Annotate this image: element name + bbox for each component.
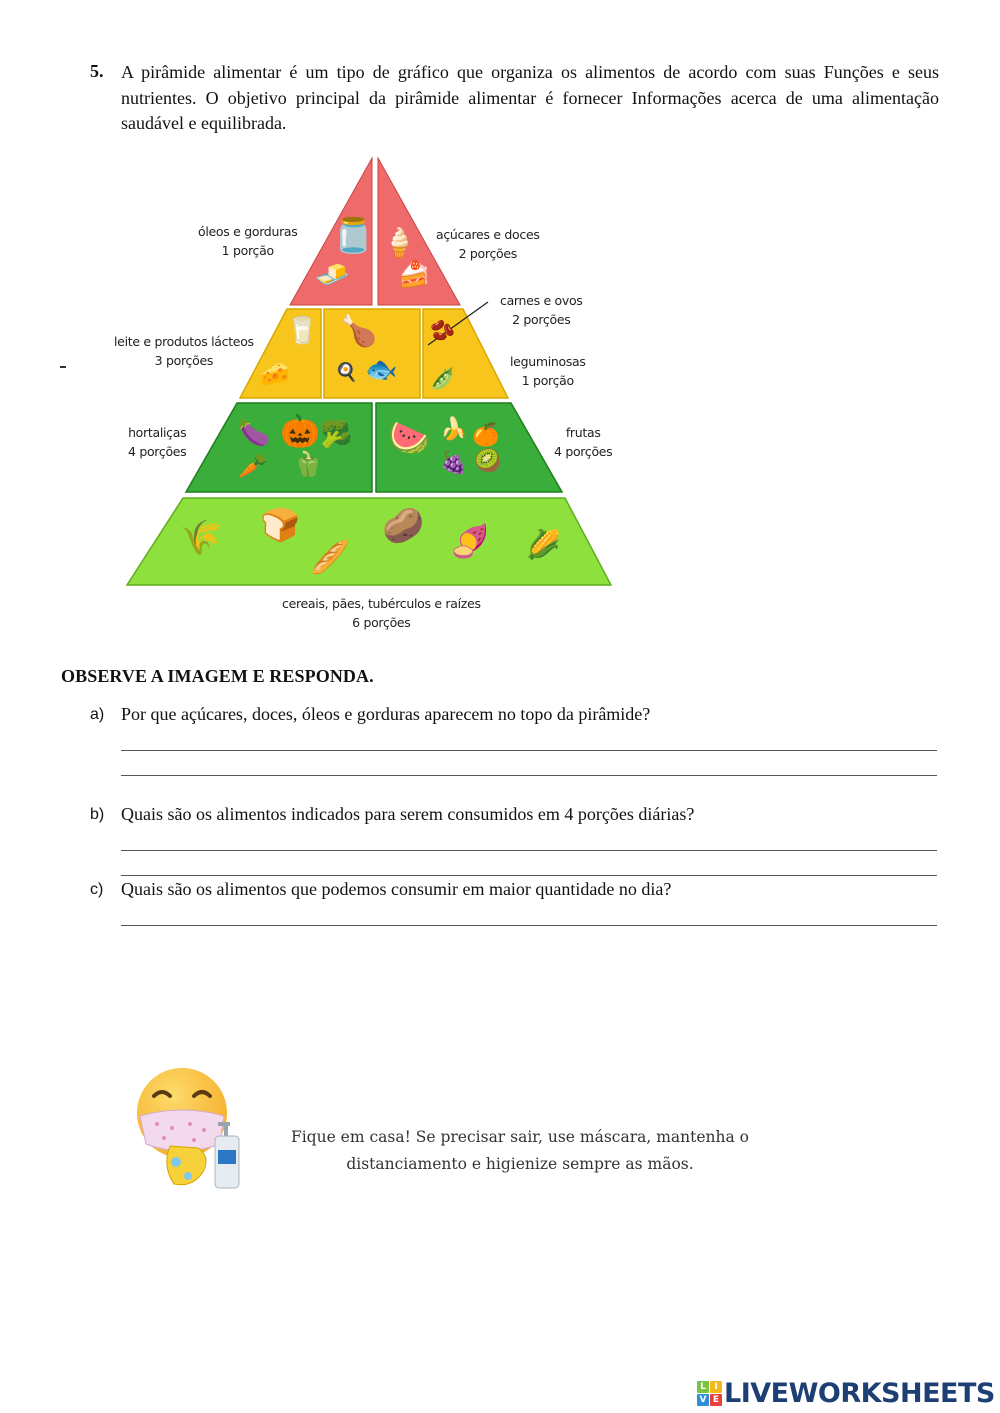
footer-message: Fique em casa! Se precisar sair, use máscara, mantenha o distanciamento e higienize sempre as mãos. <box>290 1128 750 1173</box>
liveworksheets-logo[interactable] <box>697 1377 995 1409</box>
stray-mark <box>60 366 66 368</box>
intro-paragraph: A pirâmide alimentar é um tipo de gráfico que organiza os alimentos de acordo com suas Funções e seus nutrientes. O objetivo principal da pirâmide alimentar é fornecer Informações acerca de uma alimentação saudável e equilibrada. <box>121 62 939 133</box>
grapes-icon: 🍇 <box>440 450 468 475</box>
answer-c-underline-1 <box>121 925 937 926</box>
cheese-icon: 🧀 <box>260 362 290 388</box>
question-b-text: Quais são os alimentos indicados para serem consumidos em 4 porções diárias? <box>121 804 695 824</box>
question-b-label: b) <box>90 806 105 823</box>
section-title: OBSERVE A IMAGEM E RESPONDA. <box>61 666 374 686</box>
answer-b-line-1[interactable] <box>121 828 937 850</box>
egg-icon: 🍳 <box>335 362 358 382</box>
question-c-label: c) <box>90 881 104 898</box>
label-oleos: óleos e gorduras 1 porção <box>198 224 298 258</box>
question-a-text: Por que açúcares, doces, óleos e gorduras aparecem no topo da pirâmide? <box>121 704 651 724</box>
orange-icon: 🍊 <box>472 422 500 447</box>
answer-c-line-1[interactable] <box>121 903 937 925</box>
answer-a-line-1[interactable] <box>121 728 937 750</box>
fish-icon: 🐟 <box>365 355 398 384</box>
answer-a-underline-1 <box>121 750 937 751</box>
potato-icon: 🥔 <box>382 508 425 545</box>
answer-b-underline-1 <box>121 850 937 851</box>
chicken-icon: 🍗 <box>340 315 378 348</box>
loaf-icon: 🥖 <box>310 539 350 575</box>
corn-icon: 🌽 <box>526 530 561 561</box>
pumpkin-icon: 🎃 <box>280 413 320 449</box>
kiwi-icon: 🥝 <box>474 448 502 473</box>
masked-face-sanitizer-icon <box>132 1066 248 1192</box>
brand-wordmark: LIVEWORKSHEETS <box>724 1377 995 1409</box>
label-leguminosas: leguminosas 1 porção <box>510 354 586 388</box>
answer-b-underline-2 <box>121 875 937 876</box>
bread-icon: 🍞 <box>260 507 300 543</box>
label-carnes: carnes e ovos 2 porções <box>500 293 583 327</box>
label-hortalicas: hortaliças 4 porções <box>128 425 187 459</box>
question-a-label: a) <box>90 706 105 723</box>
answer-a-line-2[interactable] <box>121 753 937 775</box>
answer-b-line-2[interactable] <box>121 853 937 875</box>
banana-icon: 🍌 <box>440 416 468 441</box>
question-number: 5. <box>90 61 104 81</box>
milk-icon: 🥛 <box>286 316 319 345</box>
answer-a-underline-2 <box>121 775 937 776</box>
broccoli-icon: 🥦 <box>320 420 353 449</box>
question-c-text: Quais são os alimentos que podemos consumir em maior quantidade no dia? <box>121 879 672 899</box>
pepper-icon: 🫑 <box>293 452 323 478</box>
peas-icon: 🫛 <box>430 368 455 390</box>
label-acucares: açúcares e doces 2 porções <box>436 227 540 261</box>
label-cereais: cereais, pães, tubérculos e raízes 6 porções <box>282 596 481 630</box>
watermelon-icon: 🍉 <box>388 420 431 457</box>
eggplant-icon: 🍆 <box>238 418 271 447</box>
icecream-icon: 🍦 <box>382 228 417 259</box>
cake-icon: 🍰 <box>398 260 431 289</box>
food-pyramid <box>110 150 630 640</box>
label-frutas: frutas 4 porções <box>554 425 613 459</box>
cassava-icon: 🍠 <box>450 523 490 559</box>
beans-icon: 🫘 <box>430 320 455 342</box>
label-leite: leite e produtos lácteos 3 porções <box>114 334 254 368</box>
carrot-icon: 🥕 <box>238 454 268 480</box>
live-letter-blocks-icon: L I V E <box>697 1381 722 1406</box>
butter-icon: 🧈 <box>315 260 350 291</box>
wheat-icon: 🌾 <box>180 520 223 557</box>
oil-icon: 🫙 <box>332 218 375 255</box>
